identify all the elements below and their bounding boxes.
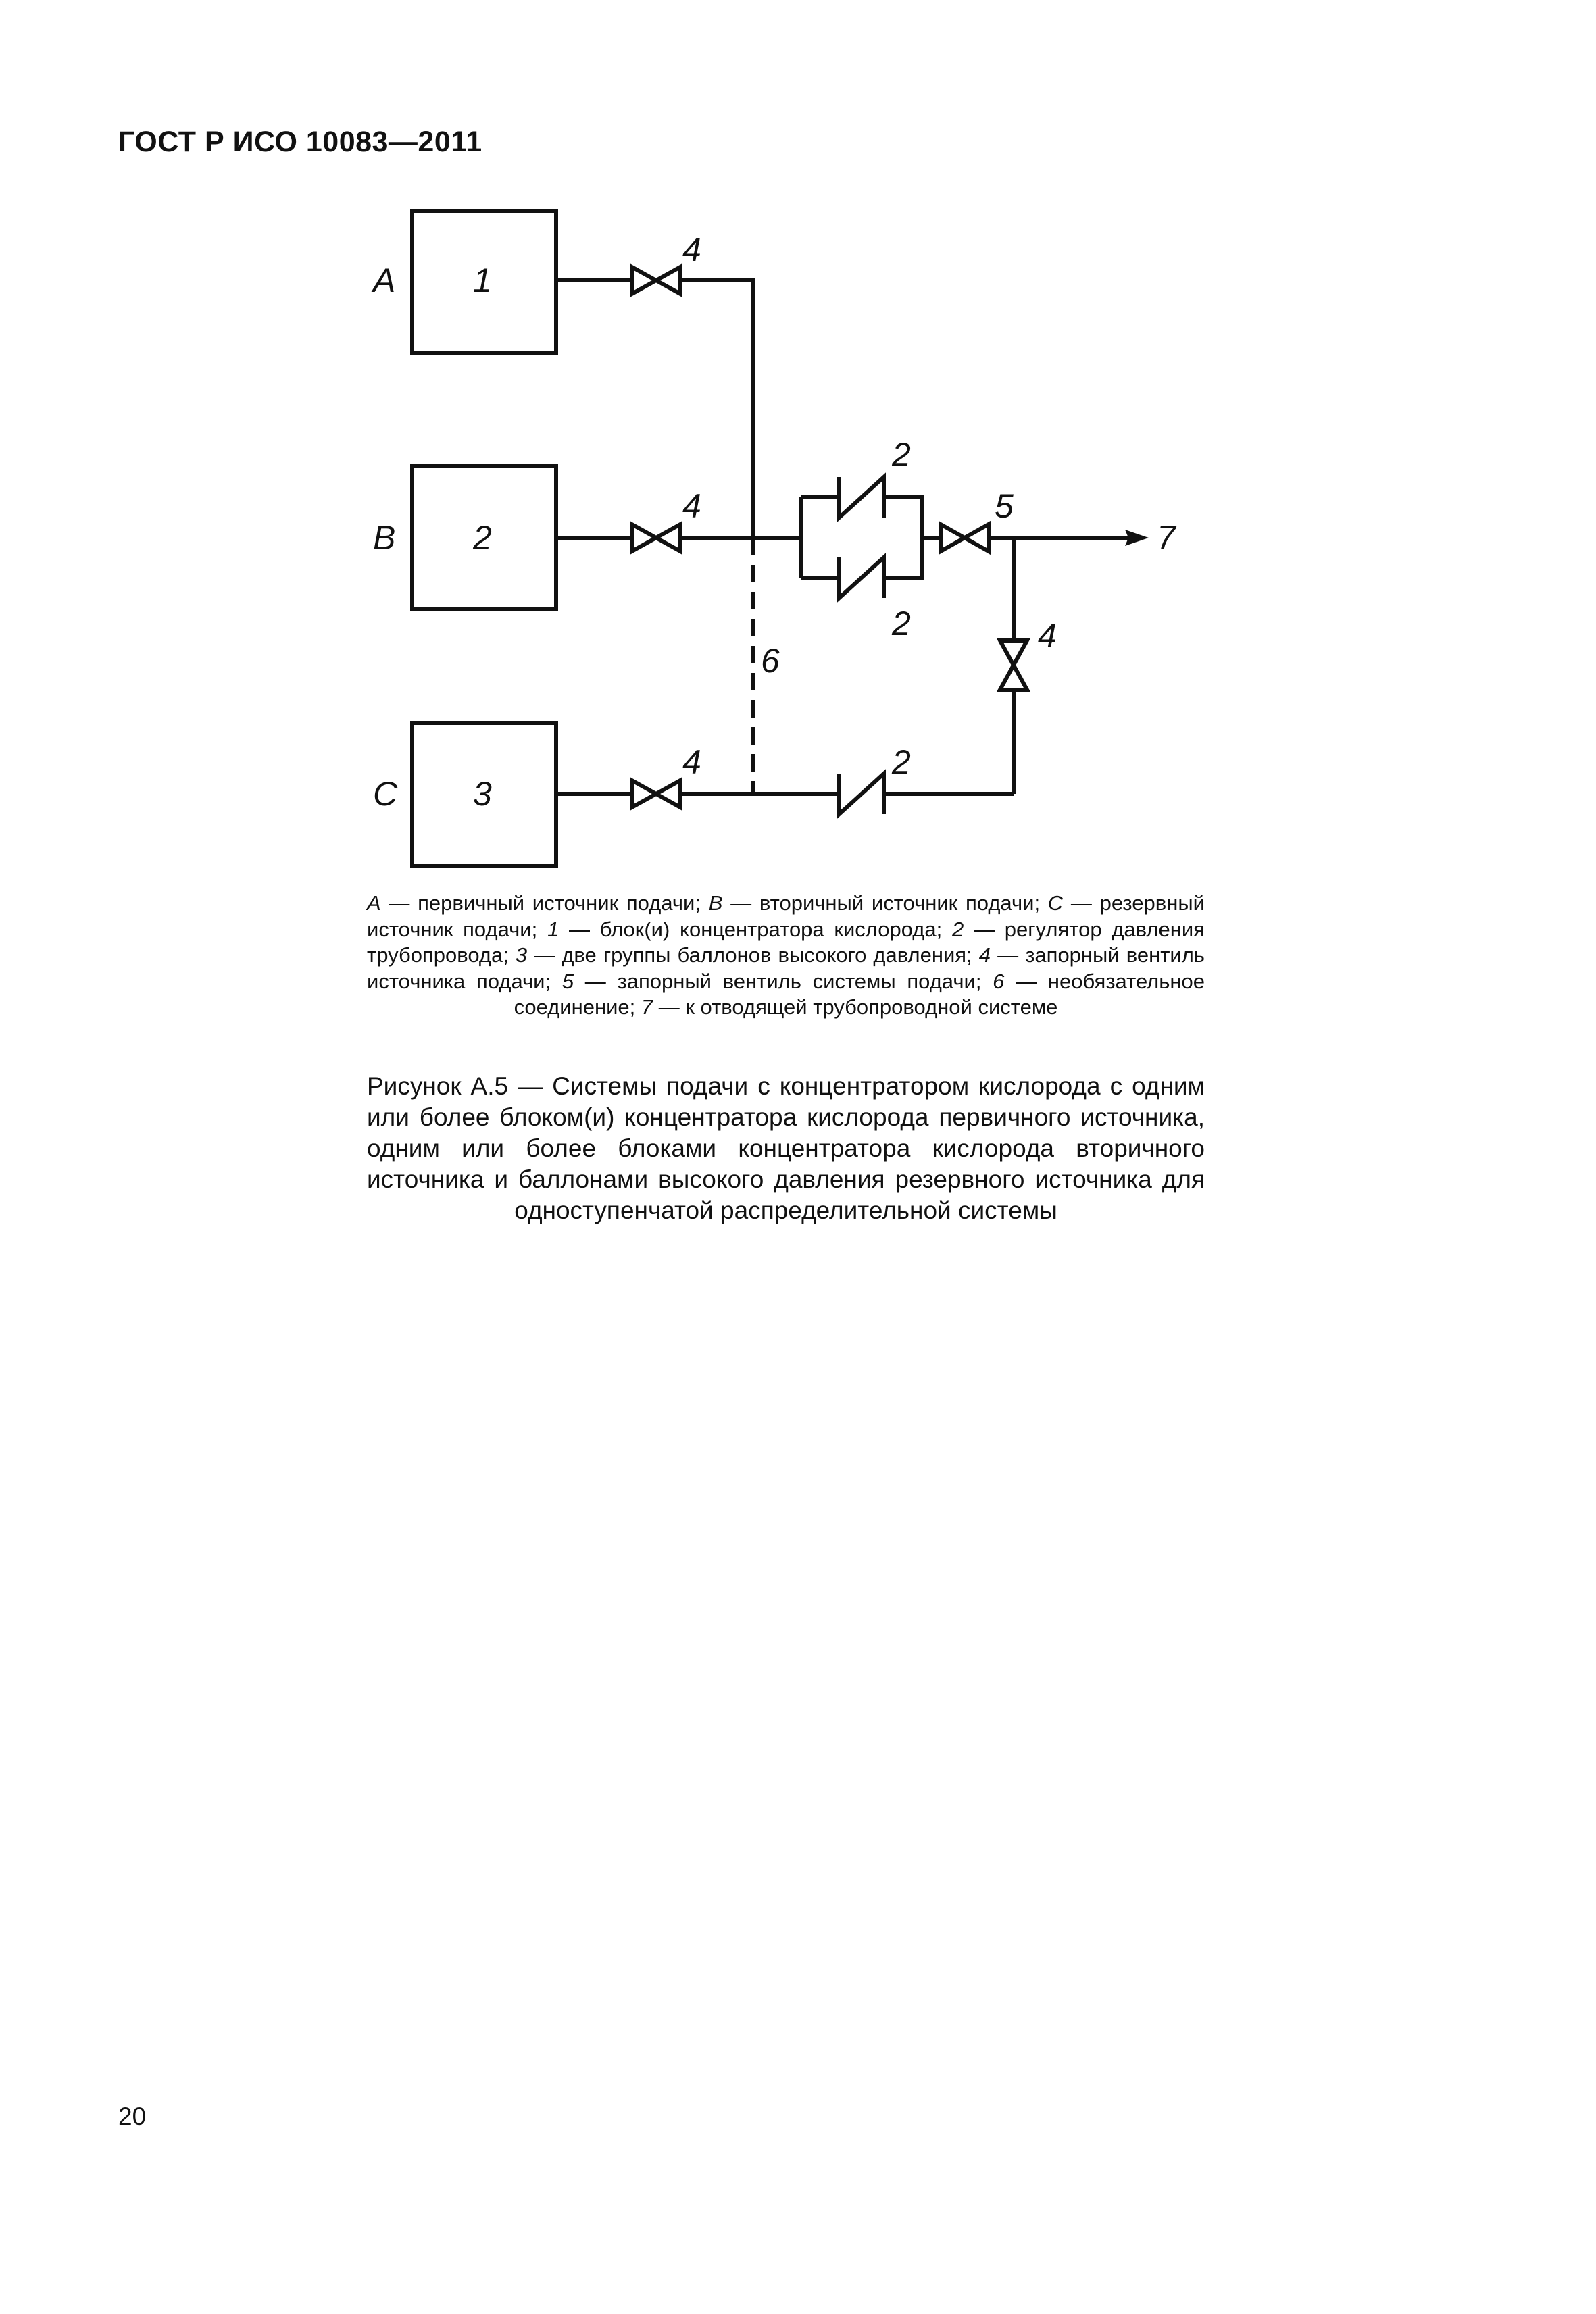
figure-caption: Рисунок А.5 — Системы подачи с концентратором кислорода с одним или более блоком(и) концентратора кислорода первичного источника, одним или более блоками концентратора кислорода вторичного источника и баллонами высокого давления резервного источника для одноступенчатой распределительной системы [367, 1072, 1205, 1224]
regulator-loop [801, 497, 922, 578]
figure-legend [367, 890, 1205, 1021]
label-valve-5: 5 [995, 487, 1014, 525]
label-regulator-c: 2 [892, 743, 911, 781]
legend-item: A — первичный источник подачи; [367, 891, 709, 915]
valve-c-icon [632, 780, 680, 807]
page-number: 20 [118, 2103, 147, 2130]
source-number-2: 2 [473, 519, 492, 557]
legend-item: B — вторичный источник подачи; [708, 891, 1048, 915]
valve-b-icon [632, 524, 680, 551]
source-number-3: 3 [473, 775, 492, 813]
valve-5-icon [941, 524, 989, 551]
legend-item: 5 — запорный вентиль системы подачи; [562, 969, 993, 993]
label-valve-b: 4 [682, 487, 701, 525]
source-number-1: 1 [473, 261, 492, 299]
valve-a-icon [632, 267, 680, 294]
regulator-top-icon [839, 477, 884, 518]
source-letter-b: B [373, 519, 396, 557]
regulator-bottom-icon [839, 557, 884, 598]
legend-item: 1 — блок(и) концентратора кислорода; [547, 917, 952, 941]
legend-item: 7 — к отводящей трубопроводной системе [641, 995, 1058, 1019]
document-header: ГОСТ Р ИСО 10083—2011 [118, 126, 482, 158]
legend-item: C — резервный источник подачи; [367, 891, 1205, 941]
pipe-a [556, 280, 753, 538]
label-regulator-bottom: 2 [892, 605, 911, 643]
legend-item: 2 — регулятор давления трубопровода; [367, 917, 1205, 967]
regulator-c-icon [839, 774, 884, 814]
supply-system-diagram [0, 0, 1596, 878]
label-valve-a: 4 [682, 231, 701, 269]
source-letter-a: A [373, 261, 396, 299]
label-valve-c: 4 [682, 743, 701, 781]
legend-item: 3 — две группы баллонов высокого давления; [515, 943, 979, 967]
legend-item: 4 — запорный вентиль источника подачи; [367, 943, 1205, 993]
legend-item: 6 — необязательное соединение; [514, 969, 1205, 1019]
label-optional-connection: 6 [761, 642, 780, 680]
label-valve-vertical: 4 [1038, 617, 1057, 655]
label-regulator-top: 2 [892, 436, 911, 474]
valve-vertical-icon [1000, 640, 1027, 690]
source-letter-c: C [373, 775, 398, 813]
outlet-arrow-icon [1125, 530, 1149, 546]
label-outlet: 7 [1157, 519, 1176, 557]
